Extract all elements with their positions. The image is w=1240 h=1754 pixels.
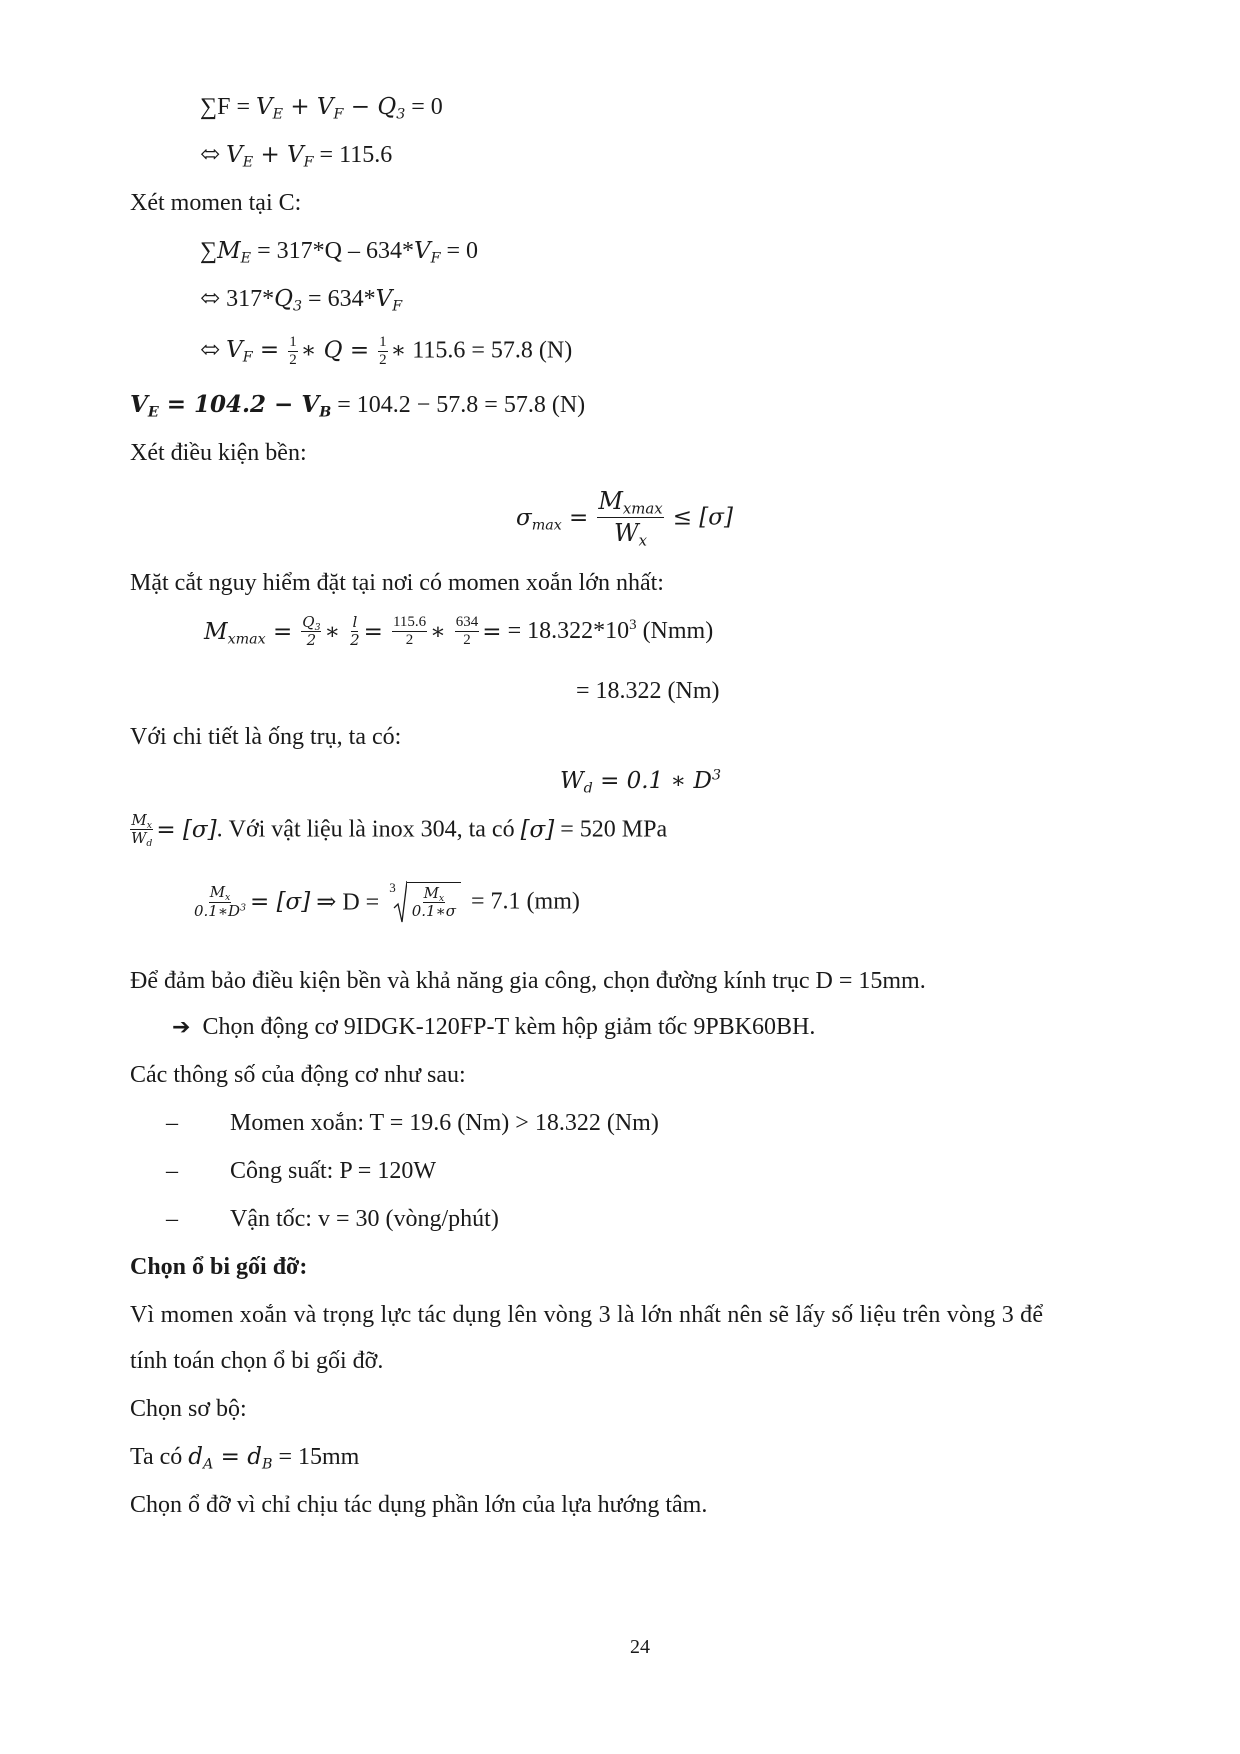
section-heading: Chọn ổ bi gối đỡ: xyxy=(130,1254,308,1280)
text: = 18.322*10 xyxy=(507,618,630,645)
text: = 15mm xyxy=(272,1444,360,1470)
text: = 115.6 xyxy=(313,142,393,168)
equation-wd: $W_d = 0.1$ ∗ $D^3$ xyxy=(560,767,722,797)
paragraph-line: tính toán chọn ổ bi gối đỡ. xyxy=(130,1348,384,1374)
text-choose-diameter: Để đảm bảo điều kiện bền và khả năng gia công, chọn đường kính trục D = 15mm. xyxy=(130,968,926,994)
text: Vận tốc: v = 30 (vòng/phút) xyxy=(230,1206,499,1232)
equation-moment-balance: ⬄ $317*Q_3 = 634*V_F$ xyxy=(200,286,403,315)
text: ∑ xyxy=(200,238,218,264)
equation-diameter: $\frac{M_x}{0.1∗D^3}$ = [σ] ⇒ D = 3 $\frac{M_x}{0.1∗\sigma}$ = 7.1 (mm) xyxy=(190,880,580,924)
text: . Với vật liệu là inox 304, ta có xyxy=(216,816,521,843)
list-item xyxy=(166,1204,499,1234)
page-number: 24 xyxy=(630,1636,650,1658)
text: Chọn động cơ 9IDGK-120FP-T kèm hộp giảm tốc 9PBK60BH. xyxy=(202,1014,816,1040)
equation-sigma-max: $\sigma_{max}$ = $\frac{M_{xmax}}{W_x}$ ≤ [σ] xyxy=(516,487,733,550)
equation-mxmax-nm: = 18.322 (Nm) xyxy=(576,678,720,704)
text-cylinder: Với chi tiết là ống trụ, ta có: xyxy=(130,724,402,750)
text: = 104.2 − 57.8 = 57.8 (N) xyxy=(331,392,586,418)
text: = 317*Q – 634* xyxy=(251,238,414,264)
bullet-dash: – xyxy=(166,1206,178,1232)
text-motor-params: Các thông số của động cơ như sau: xyxy=(130,1062,466,1088)
text-choose-motor xyxy=(172,1012,815,1043)
text: (Nmm) xyxy=(636,618,714,645)
list-item xyxy=(166,1156,436,1186)
equation-sum-moments: $\sum M_E = 317*Q - 634*V_F = 0$ xyxy=(200,238,479,267)
text: = 7.1 (mm) xyxy=(465,888,580,915)
equation-material: $\frac{M_x}{W_d}$ = [σ]. Với vật liệu là inox 304, ta có [σ] = 520 MPa xyxy=(131,811,668,850)
bullet-dash: – xyxy=(166,1158,178,1184)
text: = 634* xyxy=(302,286,376,312)
arrow-icon: ➔ xyxy=(172,1015,191,1040)
text: Ta có xyxy=(130,1444,189,1470)
text-moment-at-c: Xét momen tại C: xyxy=(130,190,302,216)
bullet-dash: – xyxy=(166,1110,178,1136)
text: 115.6 = 57.8 (N) xyxy=(406,337,573,364)
text: ⬄ xyxy=(200,142,227,168)
text: = 520 MPa xyxy=(554,816,668,843)
text: ⬄ 317* xyxy=(200,286,275,312)
text-bearing-choice: Chọn ổ đỡ vì chỉ chịu tác dụng phần lớn của lựa hướng tâm. xyxy=(130,1492,708,1518)
text-critical-section: Mặt cắt nguy hiểm đặt tại nơi có momen xoắn lớn nhất: xyxy=(130,570,664,596)
text: Công suất: P = 120W xyxy=(230,1158,436,1184)
equation-mxmax: $M_{xmax}$ = $\frac{Q_3}{2}$ ∗ $\frac{l}{2}$ = $\frac{115.6}{2}$ ∗ $\frac{634}{2}$ = = $18.322*10^3$ (Nmm) xyxy=(204,613,714,650)
text-preliminary: Chọn sơ bộ: xyxy=(130,1396,247,1422)
equation-bearing-diameter: Ta có $d_A = d_B = 15mm$ xyxy=(130,1444,360,1473)
text: ⬄ xyxy=(200,337,227,364)
text: ∑F = xyxy=(200,94,256,120)
text-strength-condition: Xét điều kiện bền: xyxy=(130,440,307,466)
equation-ve-value: $V_E = 104.2 - V_B = 104.2 - 57.8 = 57.8$ (N) xyxy=(130,391,586,421)
equation-vf-value: ⬄ $V_F$ = $\frac{1}{2}$ ∗ Q = $\frac{1}{2}$ ∗ 115.6 = 57.8 (N) xyxy=(200,334,573,369)
text: = 0 xyxy=(440,238,479,264)
equation-sum-forces: $\sum F = V_E + V_F - Q_3 = 0$ xyxy=(200,94,443,123)
paragraph-line: Vì momen xoắn và trọng lực tác dụng lên vòng 3 là lớn nhất nên sẽ lấy số liệu trên vòng 3 để xyxy=(130,1302,1044,1328)
text: = 0 xyxy=(405,94,443,120)
text: ⇒ D = xyxy=(310,889,386,916)
list-item xyxy=(166,1108,659,1138)
text: Momen xoắn: T = 19.6 (Nm) > 18.322 (Nm) xyxy=(230,1110,659,1136)
equation-ve-vf: ⬄ $V_E + V_F = 115.6$ xyxy=(200,142,393,171)
